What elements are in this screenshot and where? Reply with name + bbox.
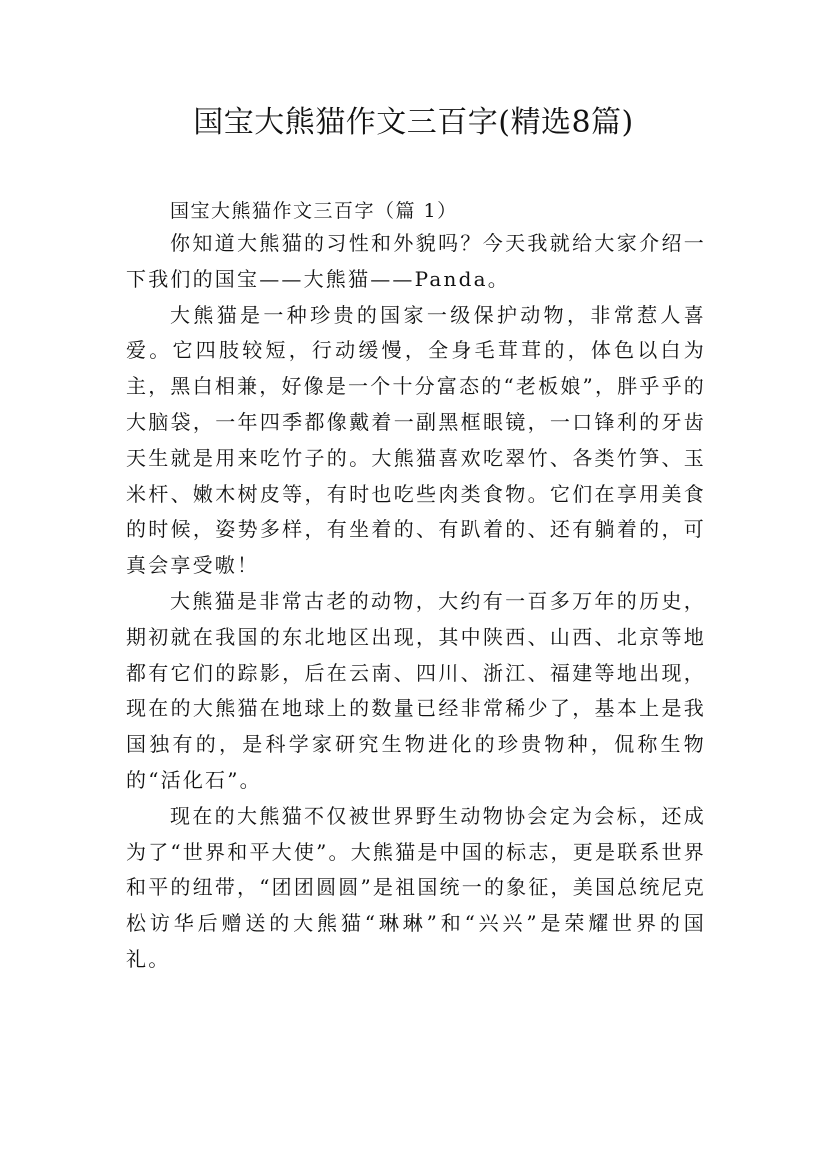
paragraph-symbol: 现在的大熊猫不仅被世界野生动物协会定为会标，还成为了“世界和平大使”。大熊猫是中国的标志，更是联系世界和平的纽带，“团团圆圆”是祖国统一的象征，美国总统尼克松访华后赠送的大熊猫“琳琳”和“兴兴”是荣耀世界的国礼。: [126, 803, 706, 971]
document-title: 国宝大熊猫作文三百字(精选8篇): [193, 105, 634, 140]
paragraph-history: 大熊猫是非常古老的动物，大约有一百多万年的历史，期初就在我国的东北地区出现，其中陕西、山西、北京等地都有它们的踪影，后在云南、四川、浙江、福建等地出现，现在的大熊猫在地球上的数量已经非常稀少了，基本上是我国独有的，是科学家研究生物进化的珍贵物种，侃称生物的“活化石”。: [126, 588, 706, 792]
paragraph-intro: 你知道大熊猫的习性和外貌吗？今天我就给大家介绍一下我们的国宝——大熊猫——Panda。: [126, 231, 706, 291]
section-heading: 国宝大熊猫作文三百字（篇 1）: [170, 200, 458, 222]
document-body: [126, 196, 706, 978]
paragraph-appearance: 大熊猫是一种珍贵的国家一级保护动物，非常惹人喜爱。它四肢较短，行动缓慢，全身毛茸茸的，体色以白为主，黑白相兼，好像是一个十分富态的“老板娘”，胖乎乎的大脑袋，一年四季都像戴着一副黑框眼镜，一口锋利的牙齿天生就是用来吃竹子的。大熊猫喜欢吃翠竹、各类竹笋、玉米杆、嫩木树皮等，有时也吃些肉类食物。它们在享用美食的时候，姿势多样，有坐着的、有趴着的、还有躺着的，可真会享受嗷！: [126, 302, 706, 578]
